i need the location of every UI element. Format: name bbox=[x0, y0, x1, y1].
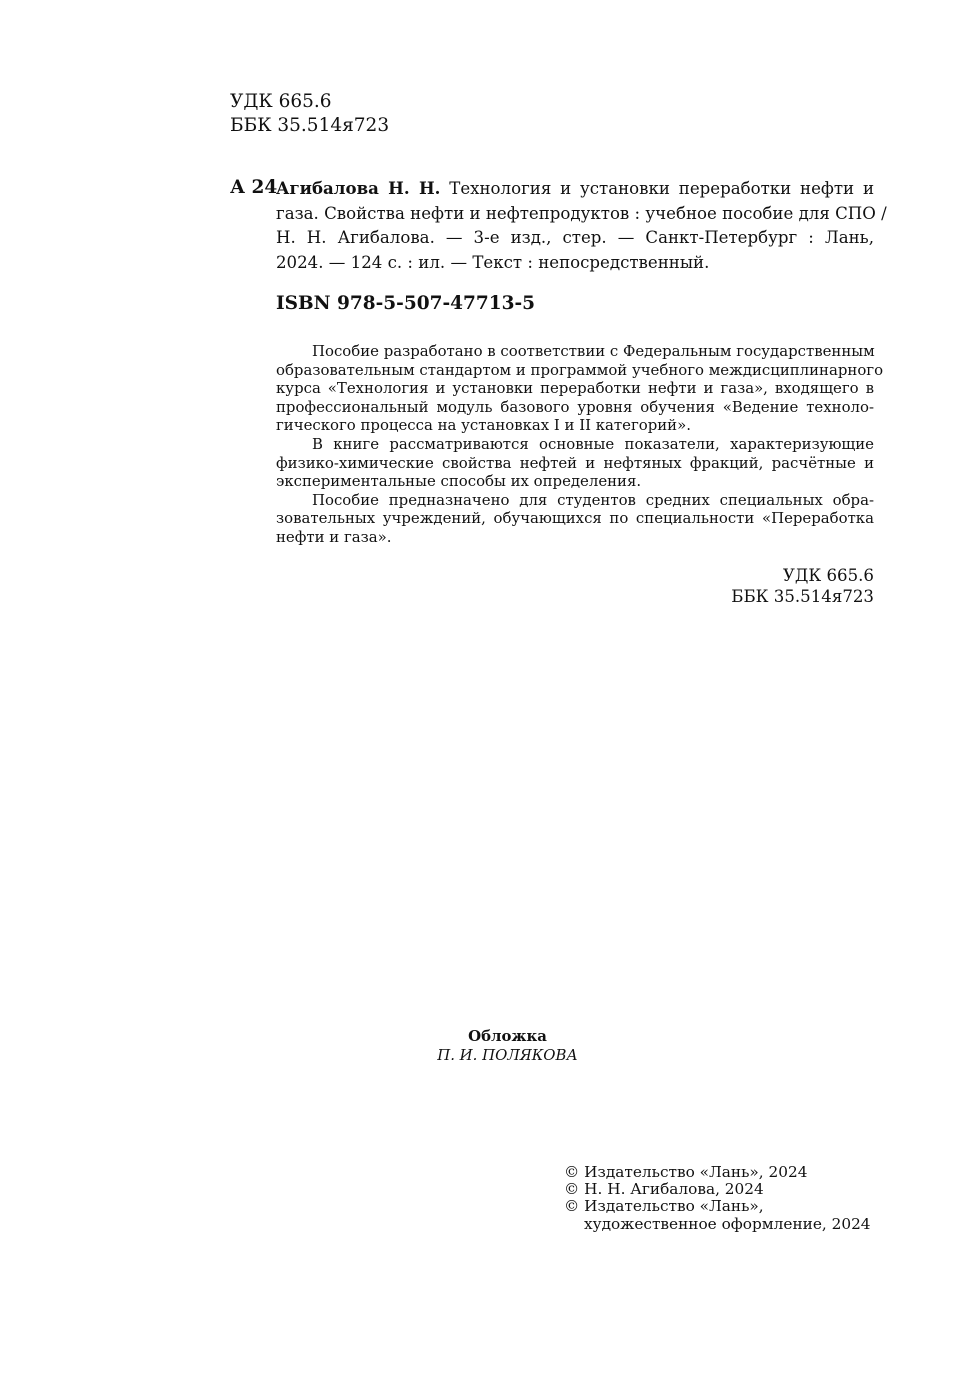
entry-line-1 bbox=[276, 176, 874, 202]
bbk-code: ББК 35.514я723 bbox=[230, 115, 390, 136]
udk-bbk-header bbox=[230, 90, 389, 138]
annotation-line: В книге рассматриваются основные показатели, характеризующие bbox=[312, 434, 874, 453]
annotation-line: профессиональный модуль базового уровня обучения «Ведение техноло- bbox=[276, 397, 874, 416]
entry-line-3: Н. Н. Агибалова. — 3-е изд., стер. — Санкт-Петербург : Лань, bbox=[276, 228, 874, 248]
annotation-line: Пособие предназначено для студентов средних специальных обра- bbox=[312, 490, 874, 509]
annotation-line: курса «Технология и установки переработки нефти и газа», входящего в bbox=[276, 379, 874, 398]
annotation bbox=[276, 342, 884, 547]
annotation-line: образовательным стандартом и программой учебного междисциплинарного bbox=[276, 360, 884, 379]
cover-label: Обложка bbox=[468, 1027, 547, 1045]
udk-code-bottom: УДК 665.6 bbox=[782, 566, 874, 585]
entry-author: Агибалова Н. Н. bbox=[276, 178, 441, 198]
author-mark: А 24 bbox=[230, 177, 278, 198]
udk-bbk-footer bbox=[574, 565, 874, 607]
cover-designer: П. И. ПОЛЯКОВА bbox=[437, 1046, 578, 1064]
annotation-line: гического процесса на установках I и II категорий». bbox=[276, 416, 691, 435]
cover-credit bbox=[380, 1027, 635, 1065]
udk-code: УДК 665.6 bbox=[230, 91, 332, 112]
copyright-block bbox=[564, 1164, 871, 1233]
annotation-line: Пособие разработано в соответствии с Федеральным государственным bbox=[312, 342, 875, 360]
annotation-line: зовательных учреждений, обучающихся по специальности «Переработка bbox=[276, 509, 874, 528]
copyright-line: © Издательство «Лань», bbox=[564, 1197, 764, 1216]
isbn: ISBN 978-5-507-47713-5 bbox=[276, 293, 536, 314]
annotation-line: нефти и газа». bbox=[276, 527, 392, 546]
entry-title-start: Технология и установки переработки нефти и bbox=[449, 179, 874, 198]
annotation-line: экспериментальные способы их определения. bbox=[276, 472, 642, 491]
entry-line-4: 2024. — 124 с. : ил. — Текст : непосредственный. bbox=[276, 253, 710, 273]
copyright-line: художественное оформление, 2024 bbox=[584, 1214, 871, 1233]
annotation-line: физико-химические свойства нефтей и нефтяных фракций, расчётные и bbox=[276, 453, 874, 472]
copyright-line: © Н. Н. Агибалова, 2024 bbox=[564, 1180, 764, 1199]
bbk-code-bottom: ББК 35.514я723 bbox=[731, 587, 874, 606]
entry-line-2: газа. Свойства нефти и нефтепродуктов : учебное пособие для СПО / bbox=[276, 203, 887, 223]
copyright-line: © Издательство «Лань», 2024 bbox=[564, 1163, 808, 1181]
bibliographic-entry bbox=[276, 176, 887, 276]
